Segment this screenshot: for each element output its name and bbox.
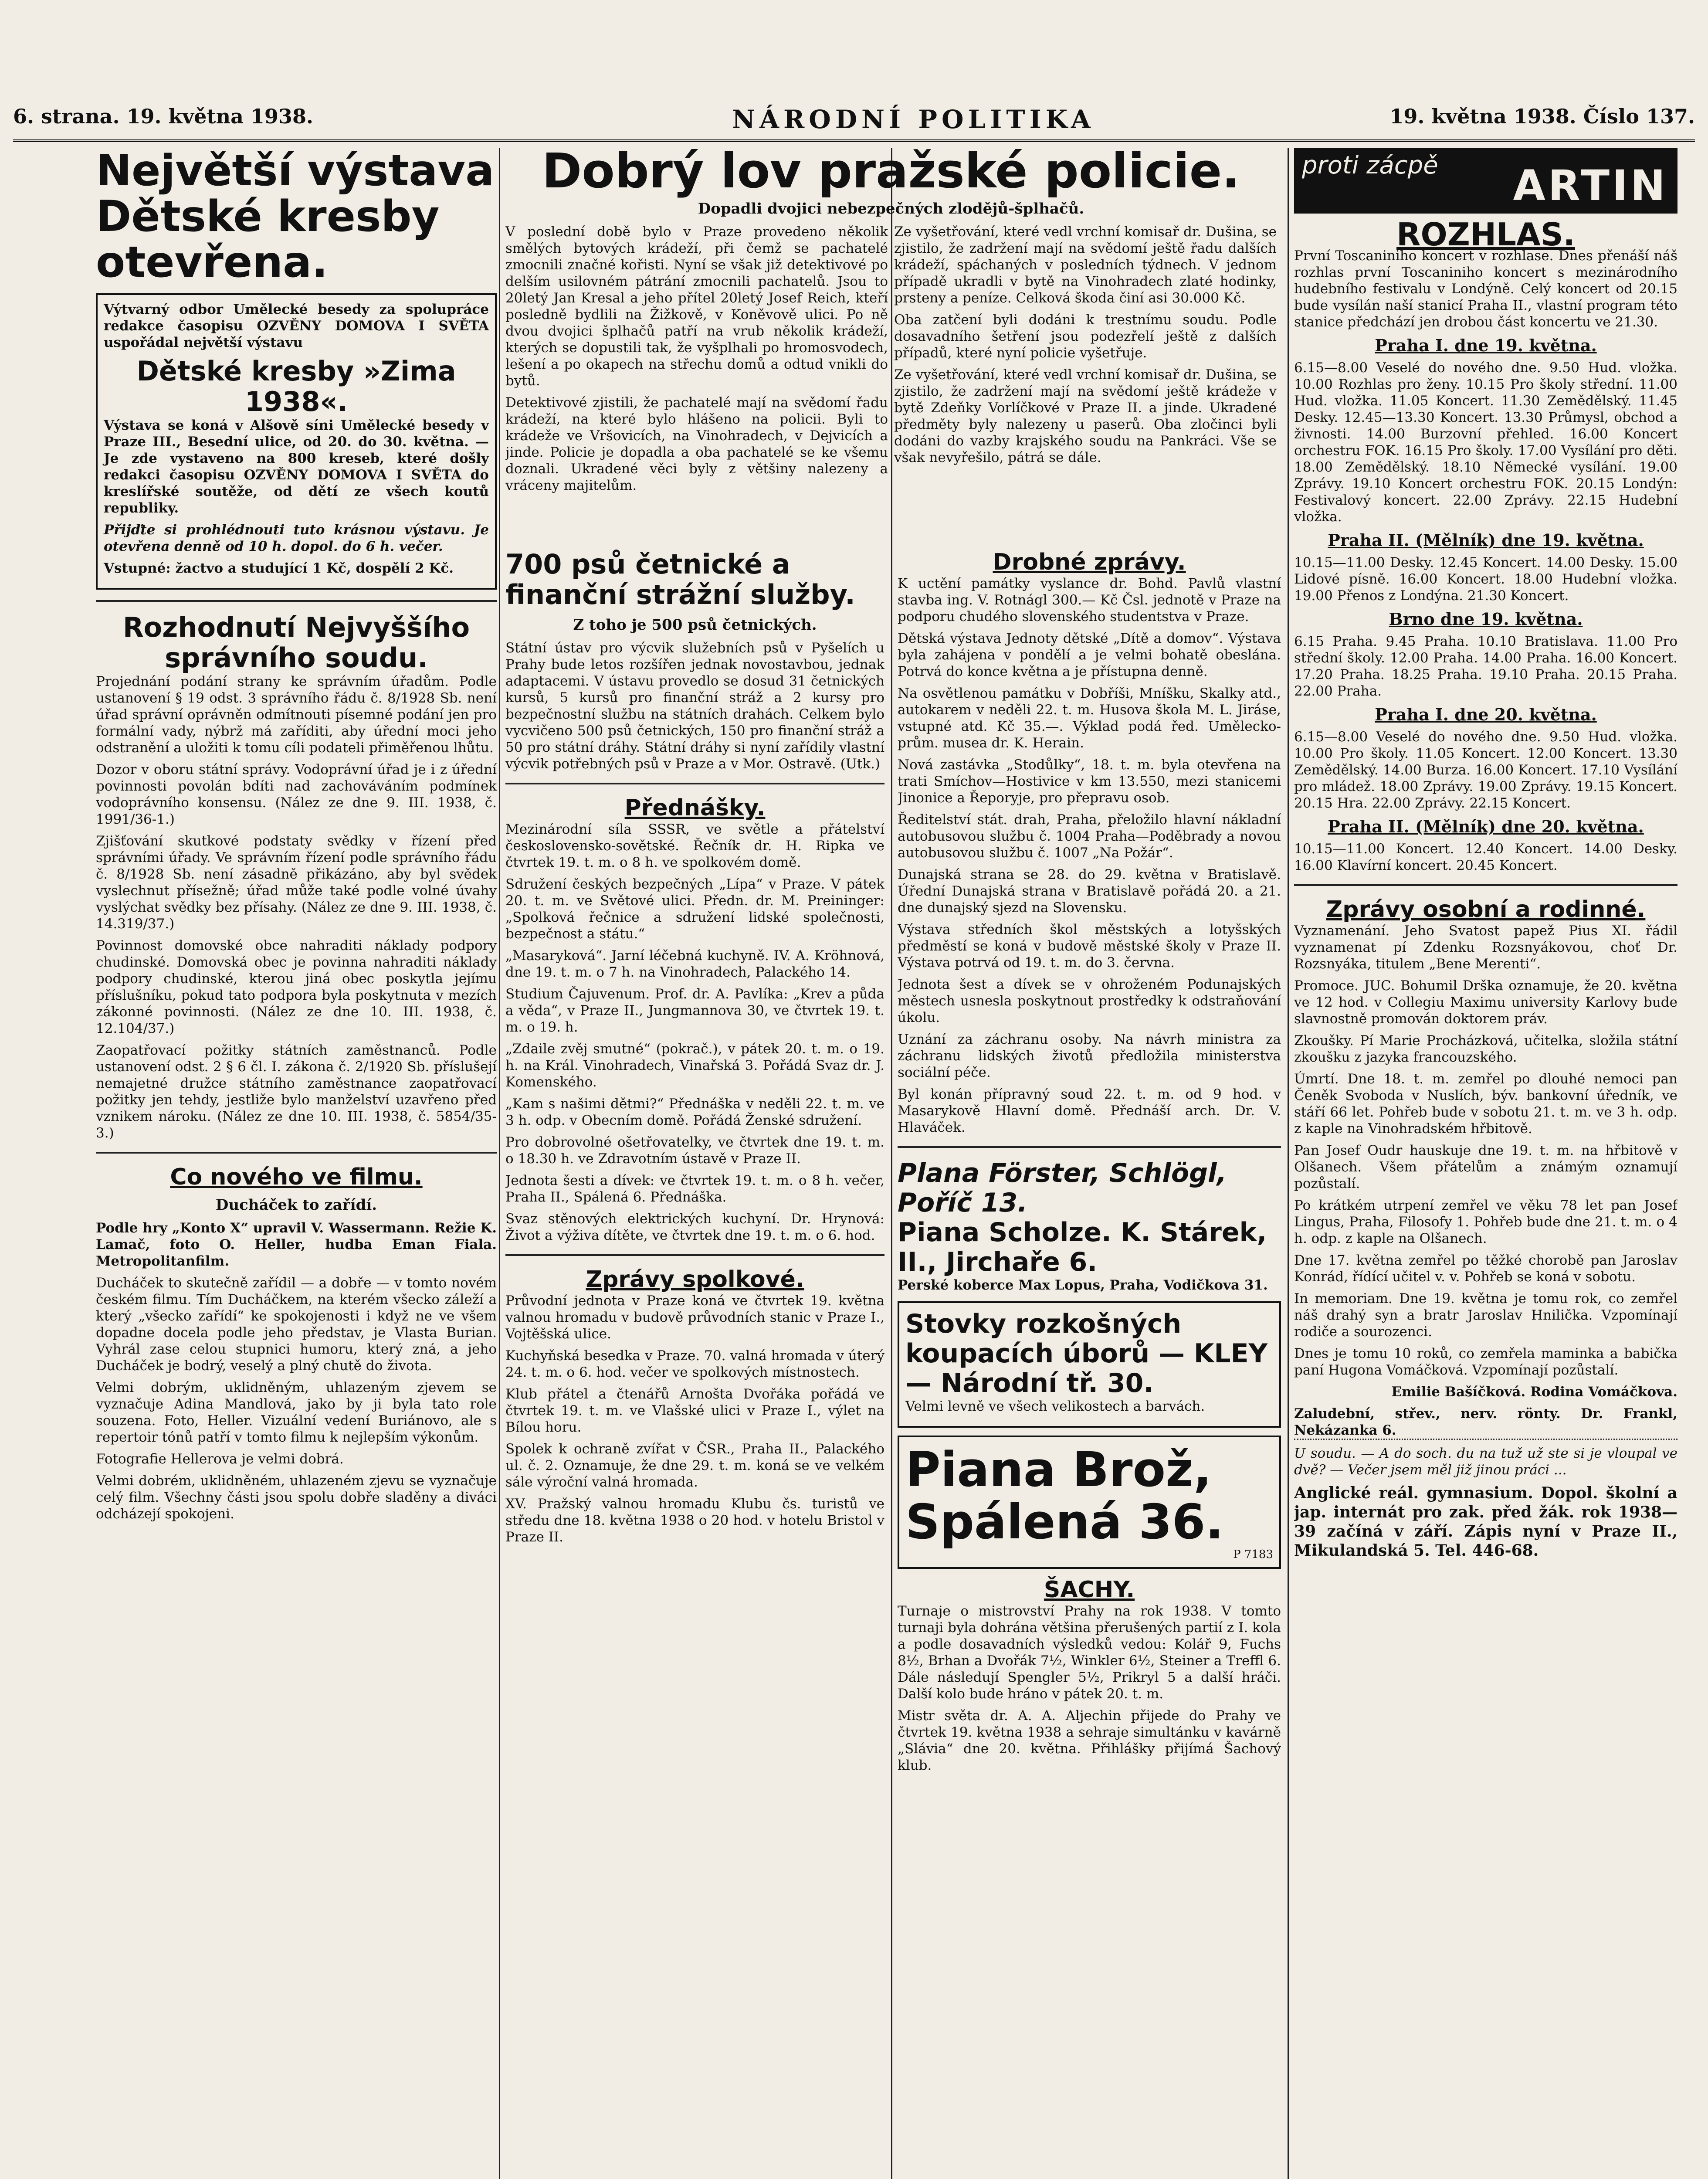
program-text: 6.15—8.00 Veselé do nového dne. 9.50 Hud. vložka. 10.00 Rozhlas pro ženy. 10.15 Pro školy střední. 11.00 Hud. vložka. 11.05 Koncert. 11.30 Zemědělský. 11.45 Desky. 12.45—13.30 Koncert. 13.30 Průmysl, obchod a živnosti. 14.00 Burzovní přehled. 16.00 Koncert orchestru FOK. 16.15 Pro školy. 17.00 Vysílání pro děti. 18.00 Zemědělský. 18.10 Německé vysílání. 19.00 Zprávy. 19.10 Koncert orchestru FOK. 20.15 Londýn: Festivalový koncert. 22.00 Zprávy. 22.15 Hudební vložka. [1294, 360, 1678, 525]
ad-broz-text: Piana Brož, Spálená 36. [905, 1442, 1224, 1550]
personal-item: Promoce. JUC. Bohumil Drška oznamuje, že 20. května ve 12 hod. v Collegiu Maximu university Karlovy bude slavnostně promován doktorem práv. [1294, 978, 1678, 1027]
police-paragraph: Detektivové zjistili, že pachatelé mají na svědomí řadu krádeží, na které bylo hlášeno na policii. Byli to krádeže ve Vršovicích, na Vinohradech, v Dejvicích a jinde. Policie je dopadla a oba pachatelé se ke všemu doznali. Ukradené věci byly z většiny nalezeny a vráceny majitelům. [505, 395, 888, 493]
program-text: 6.15—8.00 Veselé do nového dne. 9.50 Hud. vložka. 10.00 Pro školy. 11.05 Koncert. 12.00 Koncert. 13.30 Zemědělský. 14.00 Burza. 16.00 Koncert. 17.10 Vysílání pro mládež. 18.00 Zprávy. 19.00 Zprávy. 19.15 Koncert. 20.15 Hra. 22.00 Zprávy. 22.15 Koncert. [1294, 729, 1678, 811]
ad-kley-headline: Stovky rozkošných koupacích úborů — KLEY — Národní tř. 30. [905, 1309, 1268, 1398]
exhibition-invite: Přijďte si prohlédnouti tuto krásnou výstavu. Je otevřena denně od 10 h. dopol. do 6 h. večer. [104, 522, 489, 554]
personal-item: Vyznamenání. Jeho Svatost papež Pius XI. řádil vyznamenat pí Zdenku Rozsnyákovou, choť Dr. Rozsnyáka, titulem „Bene Merenti“. [1294, 923, 1678, 972]
dogs-subheadline: Z toho je 500 psů četnických. [573, 616, 817, 634]
film-paragraph: Velmi dobrým, uklidněným, uhlazeným zjevem se vyznačuje Adina Mandlová, jako by ji byla tato role souzena. Foto, Heller. Vizuální vedení Buriánovo, ale s repertoir tónů patří v tomto filmu k nejlepším výkonům. [96, 1380, 497, 1445]
radio-intro: První Toscaniniho koncert v rozhlase. Dnes přenáší náš rozhlas první Toscaniniho koncert s mezinárodního hudebního festivalu v Londýně. Celý koncert od 20.15 bude vysílán naší stanicí Praha II., vlastní program této stanice předchází jen drobou část koncertu ve 21.30. [1294, 248, 1678, 330]
divider [1294, 884, 1678, 886]
small-news-list [898, 575, 1281, 1136]
small-news-item: Na osvětlenou památku v Dobříši, Mníšku, Skalky atd., autokarem v neděli 22. t. m. Husova škola M. L. Jiráse, vstupné atd. Kč 35.—. Výklad podá řed. Umělecko-prům. musea dr. K. Herain. [898, 686, 1281, 751]
ruling-paragraph: Povinnost domovské obce nahraditi náklady podpory chudinské. Domovská obec je povinna nahraditi náklady podpory chudinské, kterou jiná obec poskytla jejímu příslušníku, pokud tato podpora byla poskytnuta v mezích zákonné povinnosti. (Nález ze dne 10. III. 1938, č. 12.104/37.) [96, 938, 497, 1036]
lecture-item: Svaz stěnových elektrických kuchyní. Dr. Hrynová: Život a výživa dítěte, ve čtvrtek dne 19. t. m. o 6. hod. [505, 1211, 884, 1243]
notice-joke: U soudu. — A do soch. du na tuž už ste si je vloupal ve dvě? — Večer jsem měl již jinou práci ... [1294, 1446, 1678, 1478]
column-4 [1294, 148, 1678, 2179]
ruling-headline: Rozhodnutí Nejvyššího správního soudu. [122, 611, 470, 674]
film-paragraph: Ducháček to skutečně zařídil — a dobře — v tomto novém českém filmu. Tím Ducháčkem, na kterém všecko záleží a který „všecko zařídí“ ke spokojenosti i když ne ve všem dopadne docela podle jeho představ, je Vlasta Burian. Vyhrál zase celou stupnici humoru, který zná, a jeho Ducháček je bodrý, veselý a plný chutě do života. [96, 1275, 497, 1374]
divider [505, 783, 884, 784]
club-item: XV. Pražský valnou hromadu Klubu čs. turistů ve středu dne 18. května 1938 o 20 hod. v hotelu Bristol v Praze II. [505, 1496, 884, 1545]
club-item: Klub přátel a čtenářů Arnošta Dvořáka pořádá ve čtvrtek 19. t. m. ve Vlašské ulici v Praze I., výlet na Bílou horu. [505, 1386, 884, 1435]
police-story [505, 148, 1277, 540]
program-text: 6.15 Praha. 9.45 Praha. 10.10 Bratislava. 11.00 Pro střední školy. 12.00 Praha. 14.00 Praha. 16.00 Koncert. 17.20 Praha. 18.25 Praha. 19.10 Praha. 20.15 Praha. 22.00 Praha. [1294, 634, 1678, 699]
column-1 [96, 148, 497, 2179]
chess-headline: ŠACHY. [1044, 1577, 1135, 1603]
lecture-item: Mezinárodní síla SSSR, ve světle a přátelství československo-sovětské. Řečník dr. H. Ripka ve čtvrtek 19. t. m. o 8 h. ve spolkovém domě. [505, 821, 884, 870]
police-columns [505, 224, 1277, 499]
exhibition-intro: Výtvarný odbor Umělecké besedy za spolupráce redakce časopisu OZVĚNY DOMOVA I SVĚTA uspořádal největší výstavu [104, 302, 489, 350]
lecture-item: Jednota šesti a dívek: ve čtvrtek 19. t. m. o 8 h. večer, Praha II., Spálená 6. Přednáška. [505, 1173, 884, 1205]
column-rule [1288, 148, 1289, 2179]
program-text: 10.15—11.00 Koncert. 12.40 Koncert. 14.00 Desky. 16.00 Klavírní koncert. 20.45 Koncert. [1294, 841, 1678, 873]
artin-ad [1294, 148, 1678, 214]
personal-signature: Emilie Bašíčková. Rodina Vomáčkova. [1391, 1384, 1678, 1400]
small-news-item: Byl konán přípravný soud 22. t. m. od 9 hod. v Masarykově Hlavní domě. Přednáší arch. Dr. V. Hlaváček. [898, 1086, 1281, 1135]
police-subheadline: Dopadli dvojici nebezpečných zlodějů-šplhačů. [698, 200, 1084, 217]
personal-list [1294, 923, 1678, 1378]
exhibition-title: Dětské kresby »Zima 1938«. [136, 355, 456, 417]
ruling-paragraph: Projednání podání strany ke správním úřadům. Podle ustanovení § 19 odst. 3 správního řádu č. 8/1928 Sb. není úřad správní oprávněn odmítnouti písemné podání jen pro formální vady, nýbrž má zaříditi, aby úřední moci jeho odstranění a uložiti k tomu cíli podateli přiměřenou lhůtu. [96, 674, 497, 756]
lectures-list [505, 821, 884, 1244]
film-subheadline: Ducháček to zařídí. [215, 1196, 377, 1214]
small-news-item: Dunajská strana se 28. do 29. května v Bratislavě. Úřední Dunajská strana v Bratislavě pořádá 20. a 21. dne dunajský sjezd na Slovensku. [898, 867, 1281, 916]
column-rule [499, 148, 500, 2179]
small-news-item: Dětská výstava Jednoty dětské „Dítě a domov“. Výstava byla zahájena v pondělí a je velmi bohatě obeslána. Potrvá do konce května a je přístupna denně. [898, 631, 1281, 679]
clubs-headline: Zprávy spolkové. [586, 1266, 804, 1293]
lecture-item: „Masaryková“. Jarní léčebná kuchyně. IV. A. Kröhnová, dne 19. t. m. o 7 h. na Vinohradech, Palackého 14. [505, 948, 884, 980]
personal-item: Pan Josef Oudr hauskuje dne 19. t. m. na hřbitově v Olšanech. Všem přátelům a známým oznamují pozůstalí. [1294, 1143, 1678, 1191]
lecture-item: Studium Čajuvenum. Prof. dr. A. Pavlíka: „Krev a půda a věda“, v Praze II., Jungmannova 30, ve čtvrtek 19. t. m. o 19. h. [505, 986, 884, 1035]
film-paragraph: Velmi dobrém, uklidněném, uhlazeném zjevu se vyznačuje celý film. Všechny části jsou spolu dobře sladěny a diváci odcházejí spokojeni. [96, 1473, 497, 1522]
divider [898, 1146, 1281, 1148]
ruling-paragraph: Zaopatřovací požitky státních zaměstnanců. Podle ustanovení odst. 2 § 6 čl. I. zákona č. 2/1920 Sb. příslušejí nemajetné družce státního zaměstnance zaopatřovací požitky jen tehdy, jestliže bylo manželství uzavřeno před vznikem nároku. (Nález ze dne 10. III. 1938, č. 5854/35-3.) [96, 1042, 497, 1141]
small-news-item: K uctění památky vyslance dr. Bohd. Pavlů vlastní stavba ing. V. Rotnágl 300.— Kč Čsl. jednotě v Praze na podporu chudého slovenského studentstva v Praze. [898, 576, 1281, 625]
police-paragraph: V poslední době bylo v Praze provedeno několik smělých bytových krádeží, při čemž se pachatelé zmocnili značné kořisti. Nyní se však již detektivové po delším usilovném pátrání zmocnili pachatelů. Jsou to 20letý Jan Kresal a jeho přítel 20letý Josef Reich, kteří posledně bydlili na Žižkově, v Koněvově ulici. Po ně dvou dvojici šplhačů patří na vrub několik krádeží, kterých se dopustili tak, že vyšplhali po hromosvodech, lešení a po okapech na střechu domů a odtud vnikli do bytů. [505, 224, 888, 389]
masthead-right: 19. května 1938. Číslo 137. [1389, 105, 1695, 128]
ad-carpets: Perské koberce Max Lopus, Praha, Vodičkova 31. [898, 1277, 1268, 1293]
masthead-title: NÁRODNÍ POLITIKA [732, 105, 1095, 134]
clubs-list [505, 1293, 884, 1545]
police-paragraph: Ze vyšetřování, které vedl vrchní komisař dr. Dušina, se zjistilo, že zadržení mají na svědomí ještě řadu dalších krádeží, spáchaných v posledních týdnech. V jednom případě ukradli v bytě na Vinohradech zlaté hodinky, prsteny a peníze. Celková škoda činí asi 30.000 Kč. [894, 224, 1277, 306]
small-news-item: Jednota šest a dívek se v ohroženém Podunajských městech usnesla poskytnout prostředky k odstraňování úkolu. [898, 977, 1281, 1025]
divider [96, 600, 497, 602]
program-text: 10.15—11.00 Desky. 12.45 Koncert. 14.00 Desky. 15.00 Lidové písně. 16.00 Koncert. 18.00 Hudební vložka. 19.00 Přenos z Londýna. 21.30 Koncert. [1294, 555, 1678, 604]
personal-item: Dnes je tomu 10 roků, co zemřela maminka a babička paní Hugona Vomáčková. Vzpomínají pozůstalí. [1294, 1346, 1678, 1378]
film-headline: Co nového ve filmu. [170, 1164, 423, 1190]
ad-scholze: Piana Scholze. K. Stárek, II., Jirchaře 6. [898, 1217, 1267, 1277]
lecture-item: Sdružení českých bezpečných „Lípa“ v Praze. V pátek 20. t. m. ve Světové ulici. Předn. dr. M. Preininger: „Spolková řečnice a sdružení lidské společnosti, bezpečnost a státu.“ [505, 876, 884, 942]
ad-broz-number: P 7183 [1233, 1548, 1273, 1561]
police-paragraph: Ze vyšetřování, které vedl vrchní komisař dr. Dušina, se zjistilo, že zadržení mají na svědomí ještě krádeže v bytě Zdeňky Vorlíčkové v Praze II. a jinde. Ukradené předměty byly nalezeny u paserů. Oba zločinci byli dodáni do vazby krajského soudu na Pankráci. Vše se však nevyřešilo, pátrá se dále. [894, 367, 1277, 465]
program-heading: Brno dne 19. května. [1389, 609, 1583, 629]
film-credits: Podle hry „Konto X“ upravil V. Wassermann. Režie K. Lamač, foto O. Heller, hudba Eman Fiala. Metropolitanfilm. [96, 1220, 497, 1269]
ad-forster: Plana Förster, Schlögl, Poříč 13. [898, 1158, 1227, 1218]
exhibition-entry: Vstupné: žactvo a studující 1 Kč, dospělí 2 Kč. [104, 560, 454, 576]
police-right [894, 224, 1277, 499]
artin-brand: ARTIN [1513, 161, 1668, 210]
small-news-item: Ředitelství stát. drah, Praha, přeložilo hlavní nákladní autobusovou službu č. 1004 Praha—Poděbrady a novou autobusovou službu č. 1007 „Na Požár“. [898, 812, 1281, 861]
personal-item: Zkoušky. Pí Marie Procházková, učitelka, složila státní zkoušku z jazyka francouzského. [1294, 1033, 1678, 1065]
ruling-paragraph: Zjišťování skutkové podstaty svědky v řízení před správními úřady. Ve správním řízení podle správního řádu č. 8/1928 Sb. není zásadně přikázáno, aby byl svědek vyslechnut přísežně; úřad může také podle volné úvahy vyslýchat svědky bez přísahy. (Nález ze dne 9. III. 1938, č. 14.319/37.) [96, 833, 497, 932]
small-news-item: Uznání za záchranu osoby. Na návrh ministra za záchranu lidských životů předložila ministerstva sociální péče. [898, 1032, 1281, 1080]
program-heading: Praha I. dne 20. května. [1375, 705, 1597, 724]
small-news-item: Výstava středních škol městských a lotyšských předměstí se koná v budově městské školy v Praze II. Výstava potrvá od 19. t. m. do 3. června. [898, 922, 1281, 971]
club-item: Spolek k ochraně zvířat v ČSR., Praha II., Palackého ul. č. 2. Oznamuje, že dne 29. t. m. koná se ve velkém sále výroční valná hromada. [505, 1441, 884, 1490]
radio-headline: ROZHLAS. [1396, 216, 1575, 253]
program-heading: Praha II. (Mělník) dne 19. května. [1328, 530, 1644, 550]
small-news-headline: Drobné zprávy. [993, 549, 1186, 575]
lecture-item: „Kam s našimi dětmi?“ Přednáška v neděli 22. t. m. ve 3 h. odp. v Obecním domě. Pořádá Ženské sdružení. [505, 1096, 884, 1128]
ad-kley-text: Velmi levně ve všech velikostech a barvách. [905, 1398, 1205, 1414]
lecture-item: „Zdaile zvěj smutné“ (pokrač.), v pátek 20. t. m. o 19. h. na Král. Vinohradech, Vinařská 3. Pořádá Svaz dr. J. Komenského. [505, 1041, 884, 1090]
police-headline: Dobrý lov pražské policie. [542, 148, 1240, 199]
notice: Zaludební, střev., nerv. rönty. Dr. Frankl, Nekázanka 6. [1294, 1405, 1678, 1440]
ruling-paragraph: Dozor v oboru státní správy. Vodoprávní úřad je i z úřední povinnosti povolán bdíti nad zachováváním podmínek vodoprávního konsensu. (Nález ze dne 9. III. 1938, č. 1991/36-1.) [96, 762, 497, 827]
ad-broz [898, 1436, 1281, 1569]
dogs-headline: 700 psů četnické a finanční strážní služby. [505, 549, 855, 611]
club-item: Průvodní jednota v Praze koná ve čtvrtek 19. května valnou hromadu v budově průvodních stanic v Praze I., Vojtěšská ulice. [505, 1293, 884, 1342]
police-left [505, 224, 888, 499]
column-3 [898, 549, 1281, 2179]
masthead-left: 6. strana. 19. května 1938. [13, 105, 313, 128]
divider [96, 1152, 497, 1154]
ad-kley [898, 1301, 1281, 1428]
film-paragraph: Fotografie Hellerova je velmi dobrá. [96, 1451, 344, 1467]
school-ad: Anglické reál. gymnasium. Dopol. školní a jap. internát pro zak. před žák. rok 1938—39 začíná v září. Zápis nyní v Praze II., Mikulandská 5. Tel. 446-68. [1294, 1484, 1678, 1560]
police-paragraph: Oba zatčení byli dodáni k trestnímu soudu. Podle dosavadního šetření jsou podezřelí ještě z dalších případů, které nyní policie vyšetřuje. [894, 312, 1277, 361]
exhibition-box [96, 293, 497, 590]
dogs-paragraph: Státní ústav pro výcvik služebních psů v Pyšelích u Prahy bude letos rozšířen jednak novostavbou, jednak adaptacemi. V ústavu provedlo se dosud 31 četnických kursů, 5 kursů pro finanční stráž a 2 kursy pro bezpečnostní službu na státních drahách. Celkem bylo vycvičeno 500 psů četnických, 150 pro finanční stráž a 50 pro státní dráhy. Státní dráhy si nyní zařídily vlastní výcvik potřebných psů v Praze a v Mor. Ostravě. (Utk.) [505, 640, 884, 772]
personal-item: Úmrtí. Dne 18. t. m. zemřel po dlouhé nemoci pan Čeněk Svoboda v Nuslích, býv. bankovní úředník, ve stáří 66 let. Pohřeb bude v sobotu 21. t. m. ve 3 h. odp. z kaple na Vinohradském hřbitově. [1294, 1071, 1678, 1137]
exhibition-headline: Největší výstava Dětské kresby otevřena. [96, 148, 495, 287]
personal-item: Po krátkém utrpení zemřel ve věku 78 let pan Josef Lingus, Praha, Filosofy 1. Pohřeb bude dne 21. t. m. o 4 h. odp. z kaple na Olšanech. [1294, 1198, 1678, 1246]
personal-item: Dne 17. května zemřel po těžké chorobě pan Jaroslav Konrád, řídící učitel v. v. Pohřeb se koná v sobotu. [1294, 1252, 1678, 1285]
personal-item: In memoriam. Dne 19. května je tomu rok, co zemřel náš drahý syn a bratr Jaroslav Hnilička. Vzpomínají rodiče a sourozenci. [1294, 1291, 1678, 1340]
club-item: Kuchyňská besedka v Praze. 70. valná hromada v úterý 24. t. m. o 6. hod. večer ve spolkových místnostech. [505, 1348, 884, 1380]
program-heading: Praha I. dne 19. května. [1375, 336, 1597, 355]
small-news-item: Nová zastávka „Stodůlky“, 18. t. m. byla otevřena na trati Smíchov—Hostivice v km 13.550, mezi stanicemi Jinonice a Řeporyje, pro přepravu osob. [898, 757, 1281, 806]
chess-paragraph: Mistr světa dr. A. A. Aljechin přijede do Prahy ve čtvrtek 19. května 1938 a sehraje simultánku v kavárně „Slávia“ dne 20. května. Přihlášky přijímá Šachový klub. [898, 1708, 1281, 1773]
lectures-headline: Přednášky. [624, 795, 766, 821]
exhibition-body: Výstava se koná v Alšově síni Umělecké besedy v Praze III., Besední ulice, od 20. do 30. května. — Je zde vystaveno na 800 kreseb, které došly redakci časopisu OZVĚNY DOMOVA I SVĚTA do kreslířské soutěže, od dětí ze všech koutů republiky. [104, 417, 489, 516]
masthead [13, 100, 1695, 142]
program-heading: Praha II. (Mělník) dne 20. května. [1328, 817, 1644, 836]
chess-paragraph: Turnaje o mistrovství Prahy na rok 1938. V tomto turnaji byla dohrána většina přerušených partií z I. kola a podle dosavadních výsledků vedou: Kolář 9, Fuchs 8½, Brhan a Dvořák 7½, Winkler 6½, Steiner a Treffl 6. Dále následují Spengler 5½, Prikryl 5 a další hráči. Další kolo bude hráno v pátek 20. t. m. [898, 1603, 1281, 1702]
column-2 [505, 549, 884, 2179]
artin-slogan: proti zácpě [1302, 151, 1438, 180]
personal-headline: Zprávy osobní a rodinné. [1326, 896, 1646, 923]
divider [505, 1254, 884, 1256]
lecture-item: Pro dobrovolné ošetřovatelky, ve čtvrtek dne 19. t. m. o 18.30 h. ve Zdravotním ústavě v Praze II. [505, 1134, 884, 1167]
